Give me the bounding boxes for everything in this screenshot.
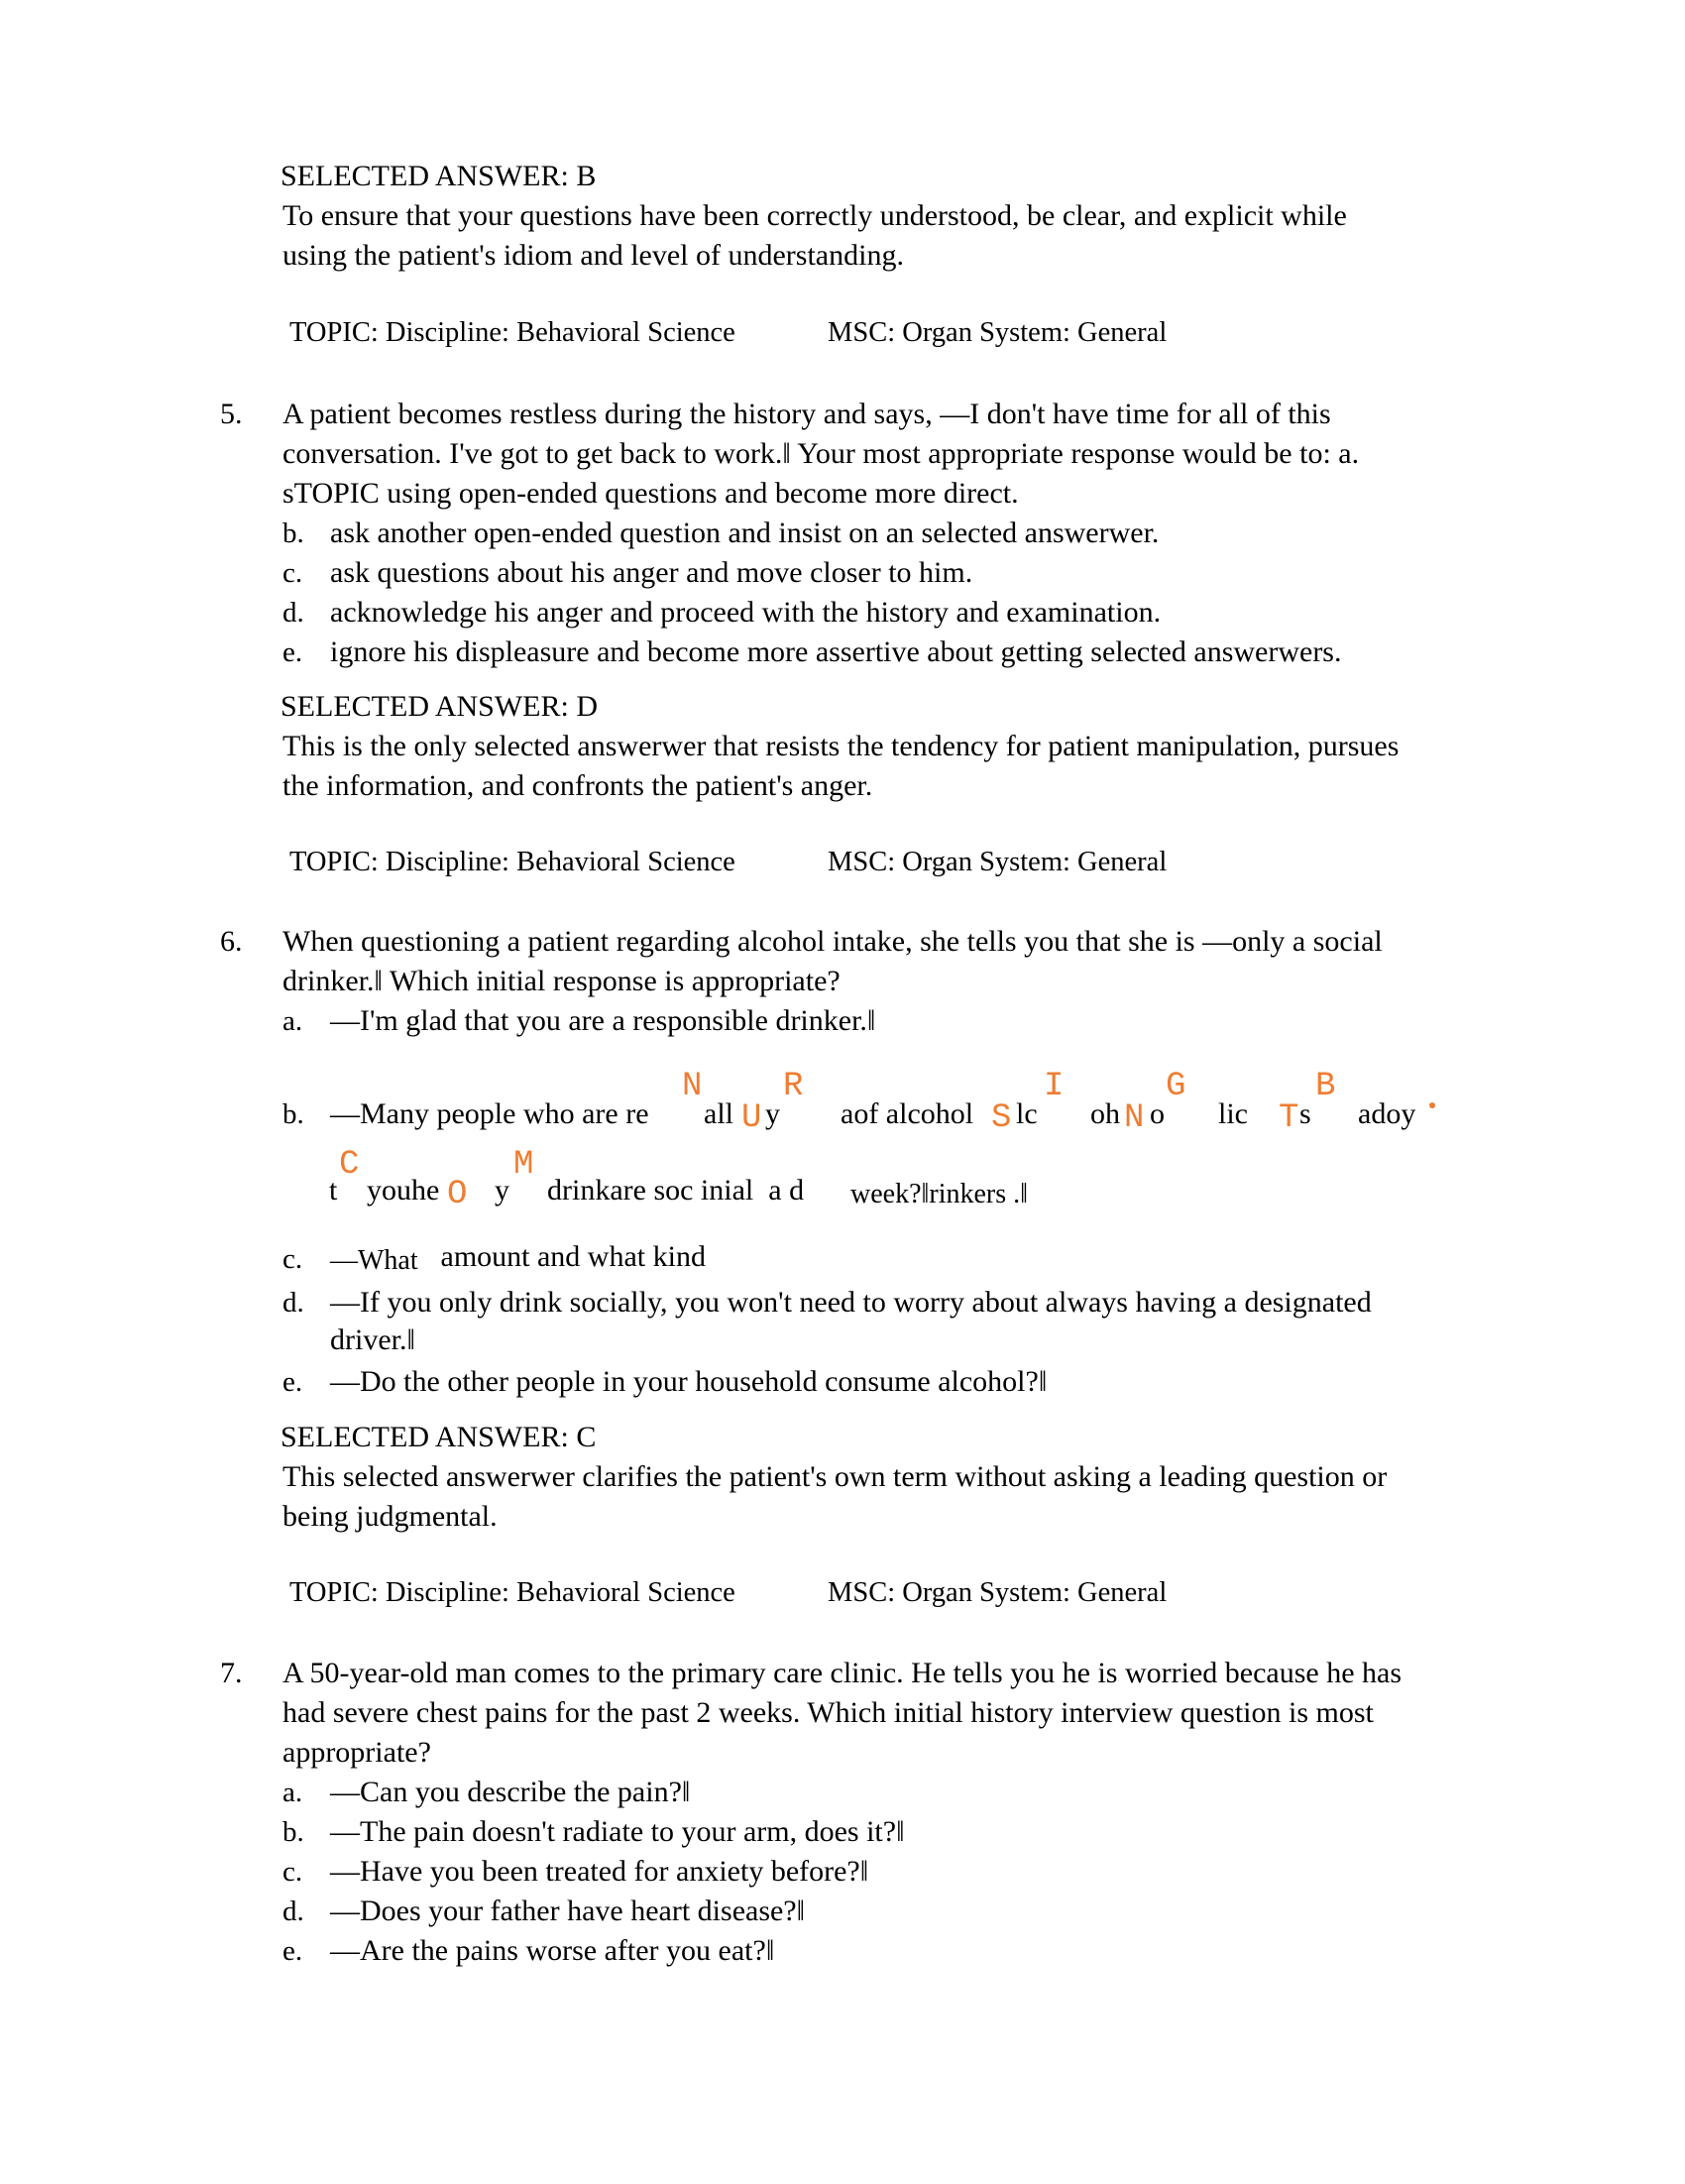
garbled-segment: lic: [1218, 1097, 1248, 1130]
option-text: driver.‖: [330, 1323, 415, 1356]
watermark-letter: S: [991, 1099, 1012, 1137]
question-number: 7.: [220, 1657, 243, 1689]
option-text: —Does your father have heart disease?‖: [330, 1895, 806, 1927]
garbled-segment: week?‖rinkers .‖: [850, 1179, 1028, 1209]
question-stem: had severe chest pains for the past 2 weeks. Which initial history interview question is most: [282, 1696, 1374, 1729]
option-text: —I'm glad that you are a responsible drinker.‖: [330, 1004, 876, 1037]
option-letter: d.: [282, 1896, 304, 1927]
watermark-letter: N: [1124, 1099, 1145, 1137]
topic-label: TOPIC: Discipline: Behavioral Science: [289, 317, 735, 348]
question-number: 6.: [220, 925, 243, 958]
option-letter: b.: [282, 1816, 304, 1848]
question-stem: sTOPIC using open-ended questions and become more direct.: [282, 477, 1019, 510]
option-text: —The pain doesn't radiate to your arm, does it?‖: [330, 1815, 905, 1848]
option-letter: a.: [282, 1005, 303, 1037]
option-letter: d.: [282, 597, 304, 629]
watermark-dot: [1429, 1102, 1435, 1108]
watermark-letter: I: [1044, 1068, 1065, 1105]
option-text: —Have you been treated for anxiety before?‖: [330, 1855, 869, 1888]
msc-label: MSC: Organ System: General: [828, 317, 1168, 348]
garbled-segment: y: [765, 1097, 780, 1130]
option-text: —Are the pains worse after you eat?‖: [330, 1934, 775, 1967]
garbled-segment: aof alcohol: [841, 1097, 974, 1130]
watermark-letter: M: [513, 1146, 534, 1184]
question-stem: A 50-year-old man comes to the primary care clinic. He tells you he is worried because he has: [282, 1657, 1402, 1689]
option-letter: e.: [282, 1935, 303, 1967]
rationale-line: To ensure that your questions have been correctly understood, be clear, and explicit while: [282, 199, 1347, 232]
garbled-segment: all: [704, 1097, 733, 1130]
watermark-letter: T: [1279, 1099, 1299, 1137]
question-stem: drinker.‖ Which initial response is appropriate?: [282, 965, 841, 997]
question-stem: A patient becomes restless during the history and says, —I don't have time for all of this: [282, 398, 1331, 430]
option-text: —Can you describe the pain?‖: [330, 1776, 691, 1808]
option-letter: d.: [282, 1287, 304, 1319]
garbled-segment: drinkare soc inial a d: [547, 1174, 805, 1207]
option-text: —Do the other people in your household consume alcohol?‖: [330, 1365, 1048, 1398]
option-letter: b.: [282, 517, 304, 549]
question-stem: appropriate?: [282, 1736, 431, 1769]
option-text: ask another open-ended question and insist on an selected answerwer.: [330, 517, 1160, 549]
garbled-segment: s: [1299, 1097, 1311, 1130]
option-letter: a.: [282, 1777, 303, 1808]
answer-label: SELECTED ANSWER: B: [281, 160, 597, 192]
option-letter: c.: [282, 1856, 303, 1888]
option-text-prefix: —What: [330, 1245, 418, 1276]
watermark-letter: N: [682, 1068, 703, 1105]
option-text: ignore his displeasure and become more assertive about getting selected answerwers.: [330, 635, 1342, 668]
garbled-segment: o: [1150, 1097, 1165, 1130]
rationale-line: using the patient's idiom and level of understanding.: [282, 239, 904, 272]
option-letter: c.: [282, 557, 303, 589]
option-letter: e.: [282, 1366, 303, 1398]
garbled-segment: y: [495, 1174, 509, 1207]
question-stem: conversation. I've got to get back to work.‖ Your most appropriate response would be to: a.: [282, 437, 1360, 470]
option-text: amount and what kind: [433, 1240, 706, 1273]
rationale-line: being judgmental.: [282, 1500, 498, 1533]
topic-label: TOPIC: Discipline: Behavioral Science: [289, 1577, 735, 1608]
rationale-line: This is the only selected answerwer that resists the tendency for patient manipulation, pursues: [282, 730, 1400, 762]
watermark-letter: O: [447, 1176, 468, 1213]
watermark-letter: B: [1315, 1068, 1336, 1105]
msc-label: MSC: Organ System: General: [828, 847, 1168, 877]
rationale-line: This selected answerwer clarifies the patient's own term without asking a leading question or: [282, 1460, 1388, 1493]
garbled-segment: adoy: [1358, 1097, 1416, 1130]
option-letter: b.: [282, 1098, 304, 1130]
question-number: 5.: [220, 398, 243, 430]
option-text: —If you only drink socially, you won't need to worry about always having a designated: [330, 1286, 1372, 1319]
question-stem: When questioning a patient regarding alcohol intake, she tells you that she is —only a social: [282, 925, 1383, 958]
garbled-segment: youhe: [367, 1174, 440, 1207]
watermark-letter: U: [741, 1099, 762, 1137]
watermark-letter: G: [1166, 1068, 1186, 1105]
option-letter: c.: [282, 1243, 303, 1275]
option-text: ask questions about his anger and move closer to him.: [330, 556, 973, 589]
garbled-segment: t: [329, 1174, 338, 1207]
msc-label: MSC: Organ System: General: [828, 1577, 1168, 1608]
answer-label: SELECTED ANSWER: C: [281, 1421, 597, 1453]
option-text: acknowledge his anger and proceed with the history and examination.: [330, 596, 1162, 629]
option-letter: e.: [282, 636, 303, 668]
watermark-letter: R: [783, 1068, 804, 1105]
garbled-segment: lc: [1016, 1097, 1038, 1130]
watermark-letter: C: [339, 1146, 360, 1184]
answer-label: SELECTED ANSWER: D: [281, 690, 598, 723]
garbled-segment: —Many people who are re: [330, 1097, 649, 1130]
rationale-line: the information, and confronts the patient's anger.: [282, 769, 873, 802]
topic-label: TOPIC: Discipline: Behavioral Science: [289, 847, 735, 877]
garbled-segment: oh: [1090, 1097, 1120, 1130]
